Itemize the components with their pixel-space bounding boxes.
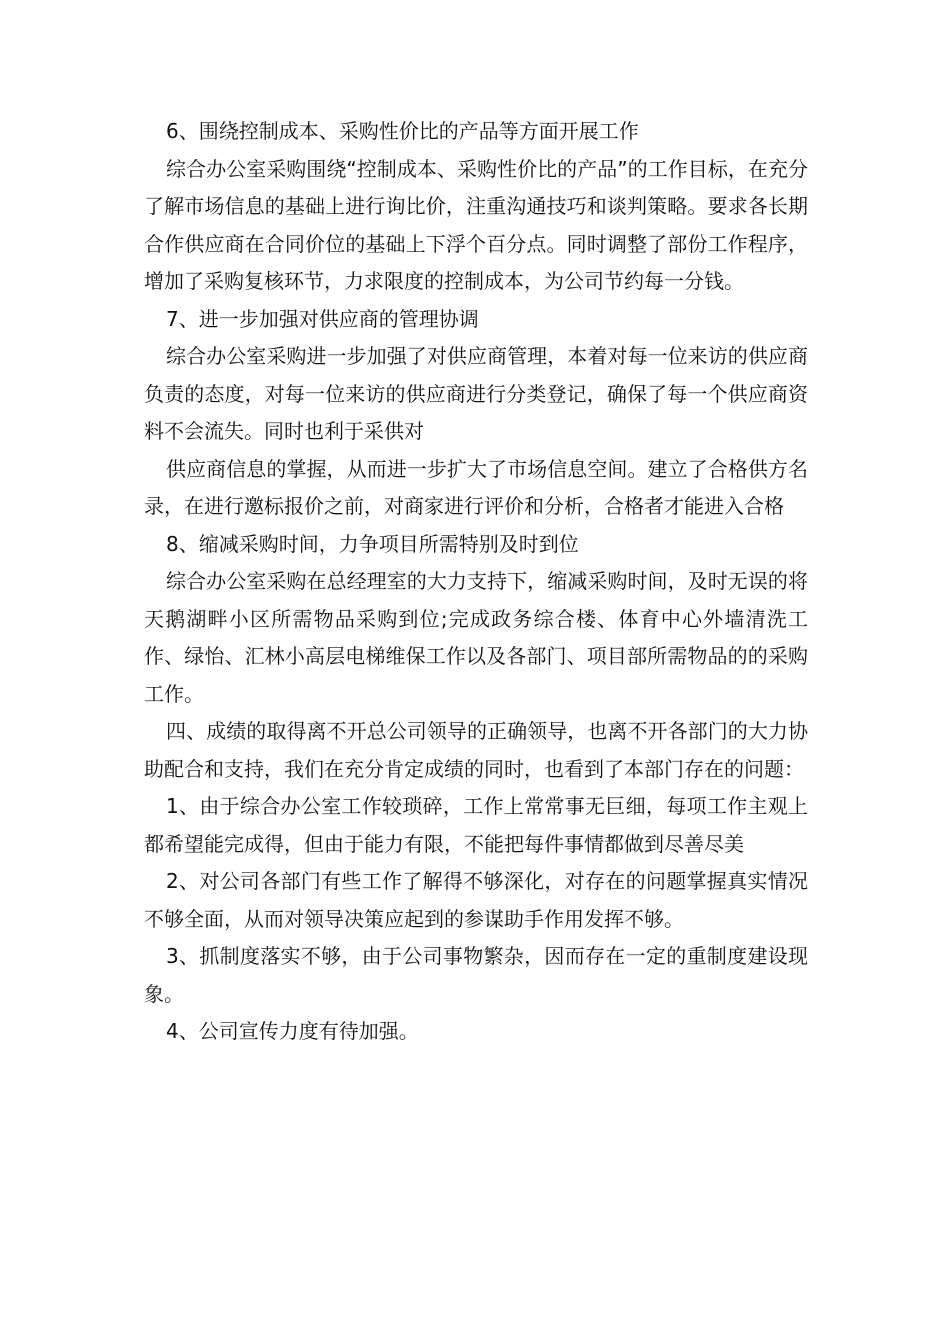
section-heading-8: 8、缩减采购时间，力争项目所需特别及时到位	[166, 531, 579, 556]
section-heading-7: 7、进一步加强对供应商的管理协调	[166, 306, 479, 331]
paragraph-procurement-time: 综合办公室采购在总经理室的大力支持下，缩减采购时间，及时无误的将天鹅湖畔小区所需物品采购到位;完成政务综合楼、体育中心外墙清洗工作、绿怡、汇林小高层电梯维保工作以及各部门、项目部所需物品的的采购工作。	[144, 569, 808, 706]
problem-item-1: 1、由于综合办公室工作较琐碎，工作上常常事无巨细，每项工作主观上都希望能完成得，但由于能力有限，不能把每件事情都做到尽善尽美	[144, 794, 808, 856]
paragraph-supplier-management: 综合办公室采购进一步加强了对供应商管理，本着对每一位来访的供应商负责的态度，对每一位来访的供应商进行分类登记，确保了每一个供应商资料不会流失。同时也利于采供对	[144, 344, 808, 443]
problem-item-3: 3、抓制度落实不够，由于公司事物繁杂，因而存在一定的重制度建设现象。	[144, 944, 808, 1006]
document-body	[144, 113, 808, 1051]
paragraph-cost-control: 综合办公室采购围绕“控制成本、采购性价比的产品”的工作目标，在充分了解市场信息的基础上进行询比价，注重沟通技巧和谈判策略。要求各长期合作供应商在合同价位的基础上下浮个百分点。同时调整了部份工作程序，增加了采购复核环节，力求限度的控制成本，为公司节约每一分钱。	[144, 156, 808, 293]
section-heading-6: 6、围绕控制成本、采购性价比的产品等方面开展工作	[166, 119, 639, 143]
paragraph-supplier-info: 供应商信息的掌握，从而进一步扩大了市场信息空间。建立了合格供方名录，在进行邀标报价之前，对商家进行评价和分析，合格者才能进入合格	[144, 456, 808, 518]
problem-item-2: 2、对公司各部门有些工作了解得不够深化，对存在的问题掌握真实情况不够全面，从而对领导决策应起到的参谋助手作用发挥不够。	[144, 869, 808, 931]
section-four-intro: 四、成绩的取得离不开总公司领导的正确领导，也离不开各部门的大力协助配合和支持，我们在充分肯定成绩的同时，也看到了本部门存在的问题：	[144, 719, 808, 781]
problem-item-4: 4、公司宣传力度有待加强。	[166, 1019, 419, 1043]
